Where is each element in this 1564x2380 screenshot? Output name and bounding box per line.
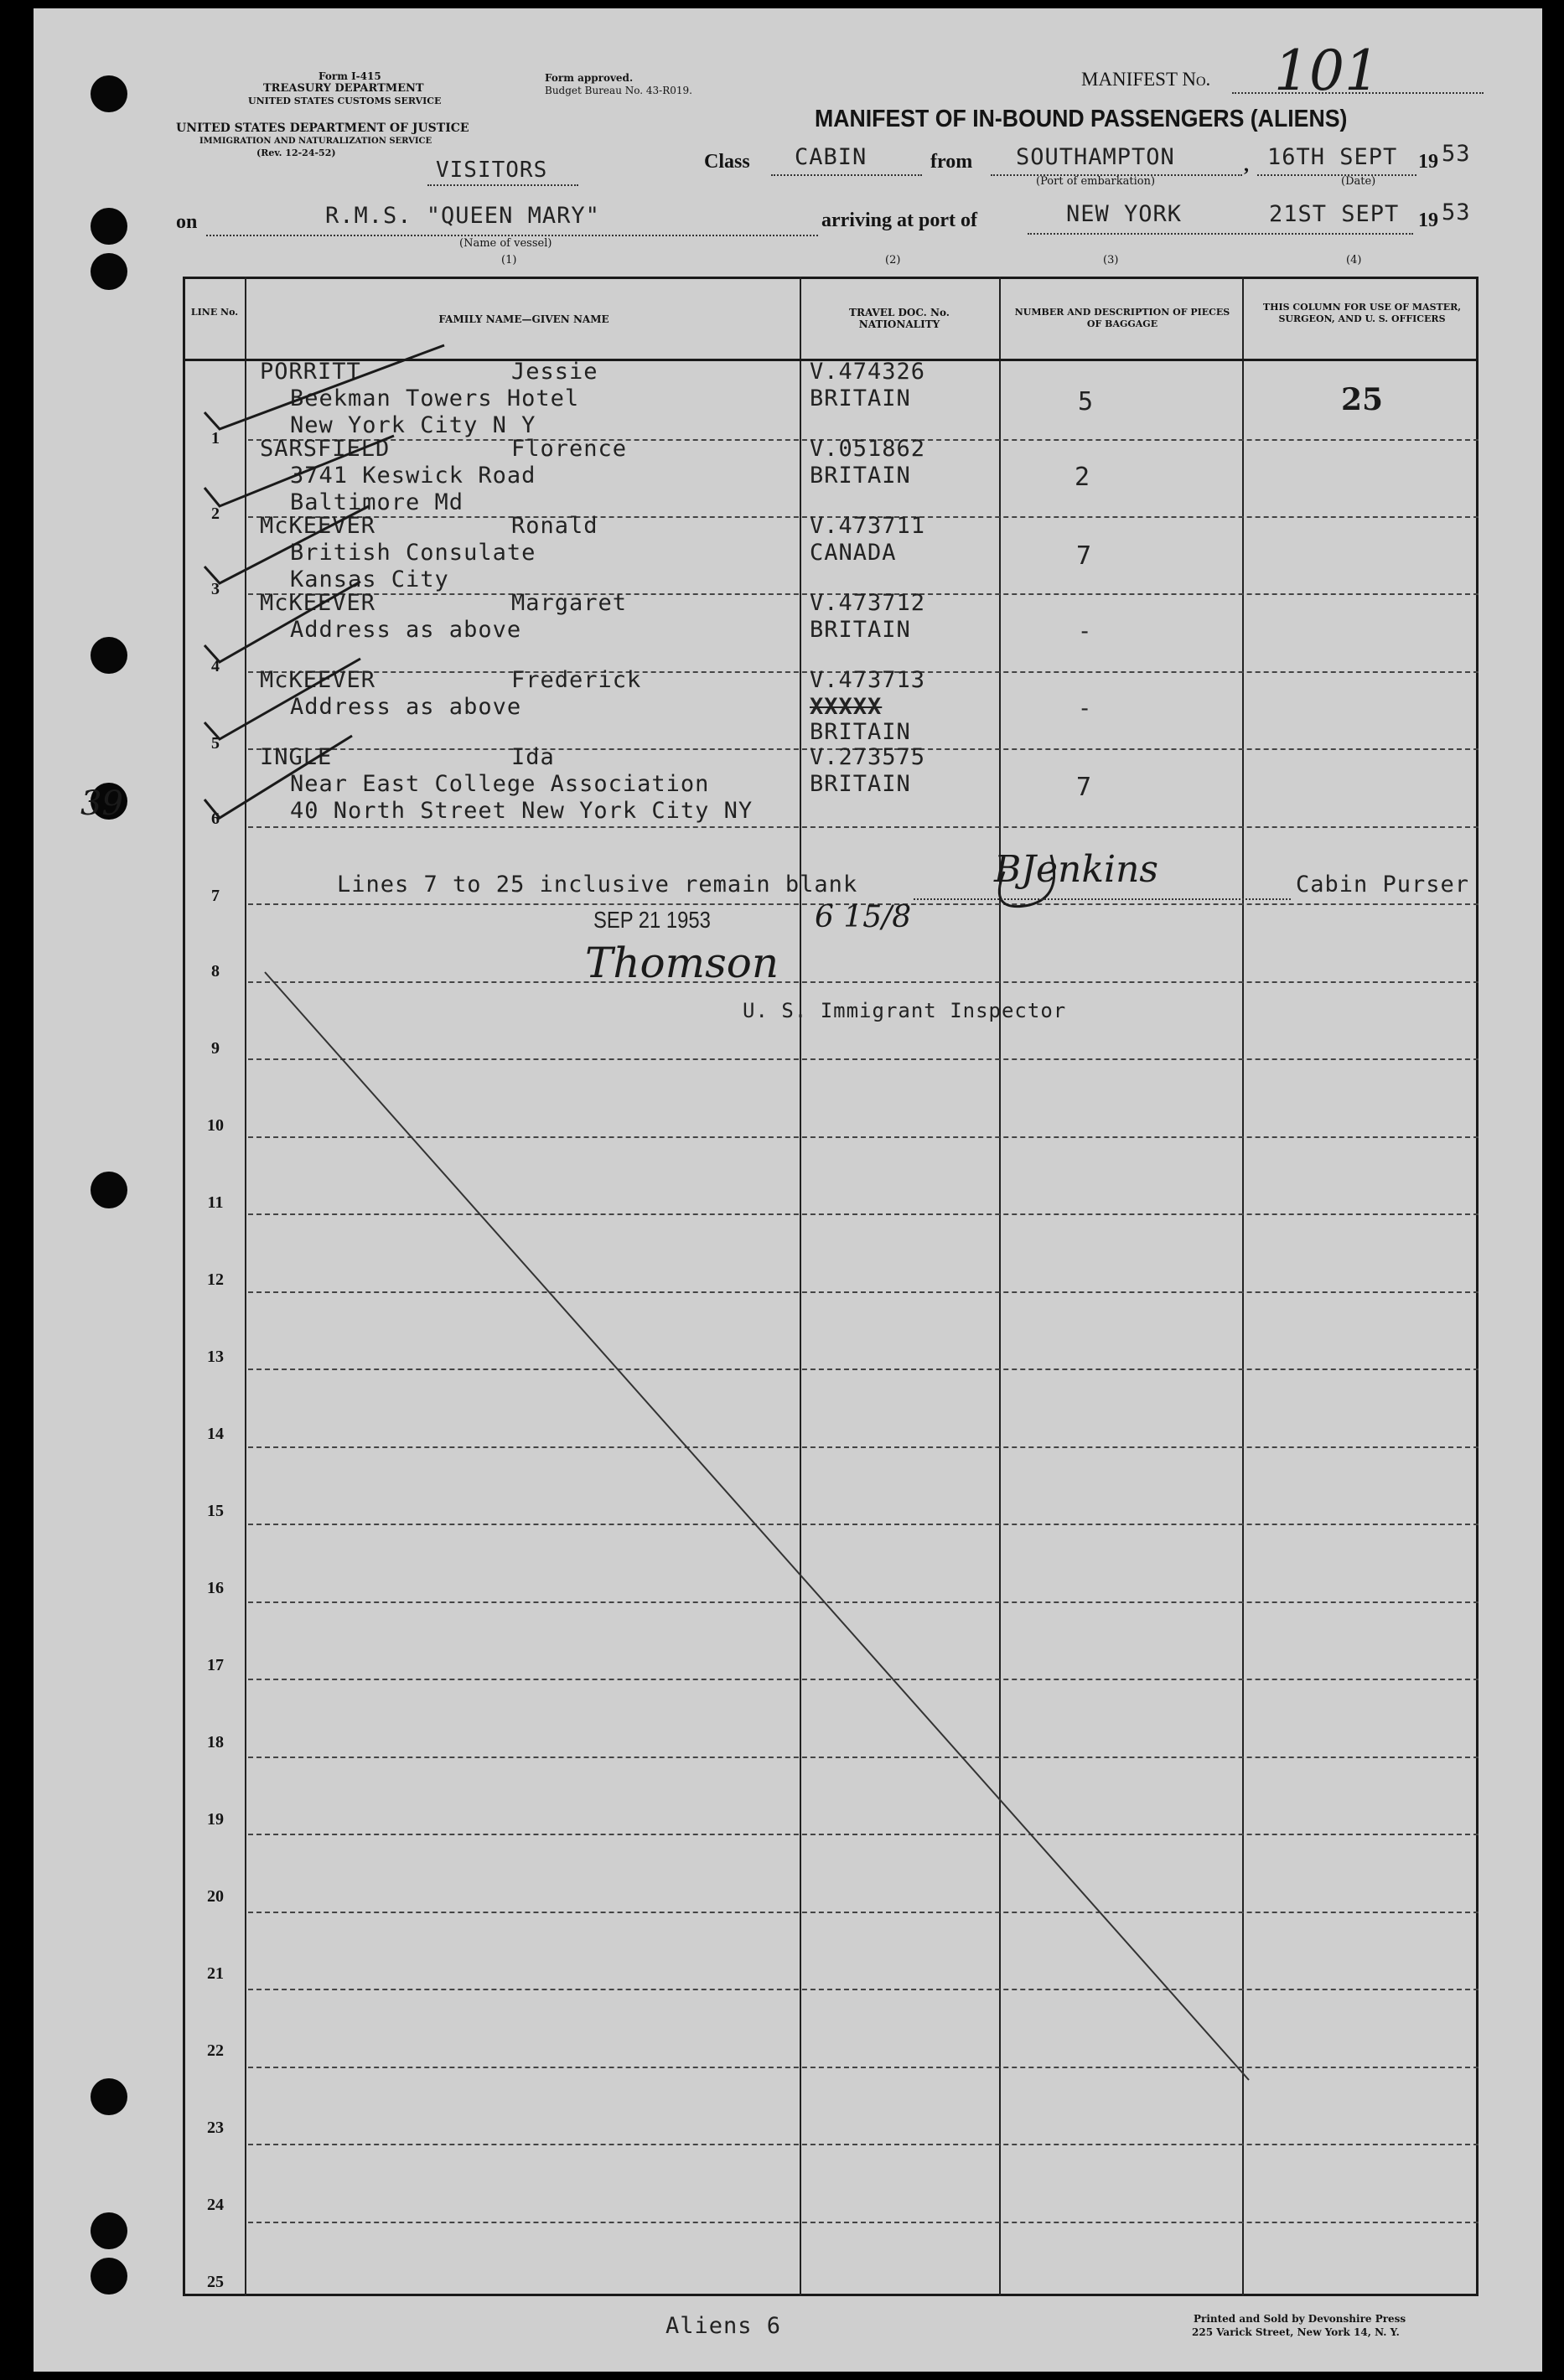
nationality: BRITAIN bbox=[810, 719, 911, 745]
arrival-port: NEW YORK bbox=[1066, 201, 1183, 227]
passenger-address-line: British Consulate bbox=[290, 540, 536, 566]
line-number: 16 bbox=[207, 1579, 224, 1597]
baggage-count: - bbox=[1078, 618, 1093, 644]
baggage-count: 7 bbox=[1076, 541, 1093, 571]
col-num-1: (1) bbox=[501, 254, 517, 266]
arrival-year-prefix: 19 bbox=[1418, 210, 1438, 231]
treasury-department: TREASURY DEPARTMENT bbox=[263, 82, 424, 95]
from-label: from bbox=[930, 151, 973, 173]
travel-doc-number: V.051862 bbox=[810, 436, 926, 462]
cabin-purser-label: Cabin Purser bbox=[1296, 872, 1470, 898]
punch-hole bbox=[91, 208, 127, 245]
handwritten-fraction: 6 15/8 bbox=[815, 900, 912, 934]
row-divider bbox=[248, 1524, 1479, 1525]
nationality: BRITAIN bbox=[810, 771, 911, 797]
header-line-no: LINE No. bbox=[190, 307, 239, 318]
passenger-family-name: PORRITT bbox=[260, 359, 361, 385]
baggage-count: 5 bbox=[1078, 387, 1095, 416]
inspector-signature: Thomson bbox=[585, 939, 779, 987]
class-underline bbox=[771, 174, 922, 176]
row-divider bbox=[248, 1136, 1479, 1138]
line-number: 19 bbox=[207, 1810, 224, 1829]
row-divider bbox=[248, 1291, 1479, 1293]
col-divider bbox=[999, 277, 1001, 2296]
travel-doc-number: V.473713 bbox=[810, 667, 926, 693]
row-divider bbox=[248, 1757, 1479, 1758]
passenger-given-name: Ronald bbox=[511, 513, 598, 539]
budget-bureau: Budget Bureau No. 43-R019. bbox=[545, 85, 692, 96]
passenger-address-line: New York City N Y bbox=[290, 412, 536, 438]
line-number: 10 bbox=[207, 1116, 224, 1135]
printer-line-2: 225 Varick Street, New York 14, N. Y. bbox=[1192, 2326, 1400, 2338]
aliens-count: Aliens 6 bbox=[665, 2313, 782, 2339]
line-number: 20 bbox=[207, 1887, 224, 1906]
line-number: 22 bbox=[207, 2041, 224, 2060]
col-num-4: (4) bbox=[1346, 254, 1362, 266]
punch-hole bbox=[91, 637, 127, 674]
header-baggage: NUMBER AND DESCRIPTION OF PIECES OF BAGGAGE bbox=[1014, 307, 1230, 329]
struck-out-nationality: XXXXX bbox=[810, 694, 883, 720]
row-divider bbox=[248, 1989, 1479, 1990]
passenger-address-line: 40 North Street New York City NY bbox=[290, 798, 754, 824]
arrival-date: 21ST SEPT bbox=[1269, 201, 1400, 227]
line-number: 14 bbox=[207, 1425, 224, 1443]
line-number: 9 bbox=[211, 1039, 220, 1058]
punch-hole bbox=[91, 2212, 127, 2249]
row-divider bbox=[248, 1213, 1479, 1215]
row-divider bbox=[248, 1446, 1479, 1448]
naturalization-service: IMMIGRATION AND NATURALIZATION SERVICE bbox=[199, 137, 432, 146]
manifest-no-label: MANIFEST No. bbox=[1081, 69, 1211, 90]
travel-doc-number: V.473712 bbox=[810, 590, 926, 616]
customs-service: UNITED STATES CUSTOMS SERVICE bbox=[248, 96, 442, 106]
form-number: Form I-415 bbox=[318, 70, 381, 82]
purser-dots bbox=[914, 898, 1291, 900]
nationality: BRITAIN bbox=[810, 617, 911, 643]
passenger-address-line: Address as above bbox=[290, 617, 522, 643]
line-number: 25 bbox=[207, 2273, 224, 2291]
passenger-family-name: SARSFIELD bbox=[260, 436, 391, 462]
revision-date: (Rev. 12-24-52) bbox=[256, 147, 336, 158]
line-number: 6 bbox=[211, 810, 220, 828]
nationality: BRITAIN bbox=[810, 385, 911, 411]
passenger-address-line: Beekman Towers Hotel bbox=[290, 385, 580, 411]
line-number: 5 bbox=[211, 734, 220, 753]
vessel-underline bbox=[206, 235, 818, 236]
line-number: 18 bbox=[207, 1733, 224, 1751]
punch-hole bbox=[91, 253, 127, 290]
class-label: Class bbox=[704, 151, 750, 173]
passenger-address-line: Address as above bbox=[290, 694, 522, 720]
row-divider bbox=[248, 1912, 1479, 1913]
line-number: 12 bbox=[207, 1270, 224, 1289]
row-divider bbox=[248, 1601, 1479, 1603]
row-divider bbox=[248, 2067, 1479, 2068]
line-number: 2 bbox=[211, 504, 220, 523]
line-number: 8 bbox=[211, 962, 220, 980]
on-label: on bbox=[176, 211, 198, 233]
passenger-given-name: Florence bbox=[511, 436, 628, 462]
passenger-family-name: McKEEVER bbox=[260, 590, 376, 616]
arriving-label: arriving at port of bbox=[821, 210, 977, 231]
line-number: 21 bbox=[207, 1964, 224, 1983]
port-of-embarkation: SOUTHAMPTON bbox=[1016, 144, 1175, 170]
row-divider bbox=[248, 2222, 1479, 2223]
visitors-label: VISITORS bbox=[436, 158, 548, 183]
baggage-count: - bbox=[1078, 696, 1093, 722]
comma: , bbox=[1244, 154, 1249, 176]
line-number: 1 bbox=[211, 429, 220, 448]
margin-mark: 39 bbox=[80, 784, 123, 823]
row-divider bbox=[248, 1834, 1479, 1835]
line-number: 24 bbox=[207, 2196, 224, 2214]
passenger-address-line: Kansas City bbox=[290, 567, 449, 592]
nationality: CANADA bbox=[810, 540, 897, 566]
arrival-stamp: SEP 21 1953 bbox=[593, 907, 711, 933]
travel-doc-number: V.273575 bbox=[810, 744, 926, 770]
arrival-port-underline bbox=[1028, 233, 1413, 235]
passenger-given-name: Frederick bbox=[511, 667, 642, 693]
passenger-given-name: Jessie bbox=[511, 359, 598, 385]
vessel-name: R.M.S. "QUEEN MARY" bbox=[325, 203, 600, 229]
header-officers: THIS COLUMN FOR USE OF MASTER, SURGEON, AND U. S. OFFICERS bbox=[1262, 302, 1462, 324]
col-num-2: (2) bbox=[885, 254, 901, 266]
visitors-underline bbox=[427, 184, 578, 186]
travel-doc-number: V.474326 bbox=[810, 359, 926, 385]
arrival-year: 53 bbox=[1442, 199, 1471, 225]
passenger-given-name: Margaret bbox=[511, 590, 628, 616]
row-divider bbox=[248, 1058, 1479, 1060]
blank-lines-note: Lines 7 to 25 inclusive remain blank bbox=[337, 872, 858, 898]
row-divider bbox=[248, 2144, 1479, 2145]
line-number: 17 bbox=[207, 1656, 224, 1674]
col-divider bbox=[800, 277, 801, 2296]
department-of-justice: UNITED STATES DEPARTMENT OF JUSTICE bbox=[176, 122, 469, 135]
manifest-number: 101 bbox=[1274, 39, 1380, 103]
date-underline bbox=[1257, 174, 1416, 176]
officer-notation: 25 bbox=[1341, 382, 1384, 417]
nationality: BRITAIN bbox=[810, 463, 911, 489]
col-divider bbox=[1242, 277, 1244, 2296]
punch-hole bbox=[91, 2258, 127, 2295]
passenger-given-name: Ida bbox=[511, 744, 555, 770]
passenger-address-line: Near East College Association bbox=[290, 771, 710, 797]
line-number: 7 bbox=[211, 887, 220, 905]
punch-hole bbox=[91, 75, 127, 112]
form-approved: Form approved. bbox=[545, 72, 634, 84]
manifest-title: MANIFEST OF IN-BOUND PASSENGERS (ALIENS) bbox=[815, 106, 1348, 132]
baggage-count: 7 bbox=[1076, 773, 1093, 802]
passenger-family-name: McKEEVER bbox=[260, 667, 376, 693]
row-divider bbox=[248, 981, 1479, 983]
header-name: FAMILY NAME—GIVEN NAME bbox=[438, 313, 609, 325]
date-caption: (Date) bbox=[1341, 175, 1376, 188]
col-divider bbox=[245, 277, 246, 2296]
passenger-family-name: INGLE bbox=[260, 744, 333, 770]
vessel-caption: (Name of vessel) bbox=[459, 237, 552, 250]
line-number: 4 bbox=[211, 657, 220, 675]
year-prefix: 19 bbox=[1418, 151, 1438, 173]
printer-line-1: Printed and Sold by Devonshire Press bbox=[1194, 2313, 1406, 2325]
inspector-title: U. S. Immigrant Inspector bbox=[743, 999, 1067, 1022]
class-value: CABIN bbox=[795, 144, 867, 170]
header-travel-doc: TRAVEL DOC. No. NATIONALITY bbox=[849, 307, 950, 330]
line-number: 15 bbox=[207, 1502, 224, 1520]
passenger-address-line: 3741 Keswick Road bbox=[290, 463, 536, 489]
passenger-family-name: McKEEVER bbox=[260, 513, 376, 539]
col-num-3: (3) bbox=[1103, 254, 1119, 266]
passenger-address-line: Baltimore Md bbox=[290, 489, 464, 515]
row-divider bbox=[248, 826, 1479, 828]
punch-hole bbox=[91, 2078, 127, 2115]
travel-doc-number: V.473711 bbox=[810, 513, 926, 539]
line-number: 3 bbox=[211, 580, 220, 598]
baggage-count: 2 bbox=[1075, 463, 1091, 492]
row-divider bbox=[248, 1679, 1479, 1680]
departure-year: 53 bbox=[1442, 141, 1471, 167]
row-divider bbox=[248, 1368, 1479, 1370]
departure-date: 16TH SEPT bbox=[1267, 144, 1398, 170]
purser-signature: BJenkins bbox=[994, 848, 1159, 891]
line-number: 11 bbox=[207, 1193, 224, 1212]
line-number: 13 bbox=[207, 1348, 224, 1366]
port-embarkation-caption: (Port of embarkation) bbox=[1036, 175, 1156, 188]
punch-hole bbox=[91, 1172, 127, 1208]
line-number: 23 bbox=[207, 2119, 224, 2137]
